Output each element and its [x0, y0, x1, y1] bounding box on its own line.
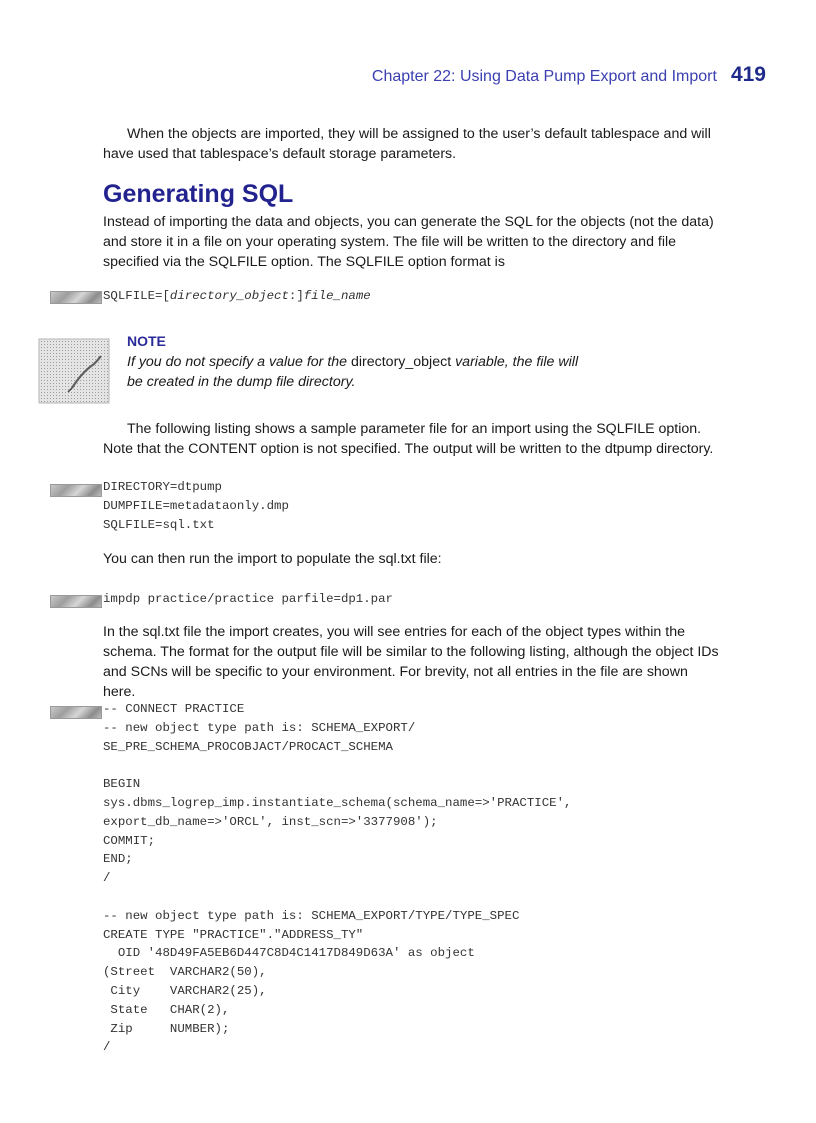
- code-line: [103, 888, 571, 907]
- code-marker-icon: [50, 291, 102, 304]
- code-sqlfile-format: SQLFILE=[directory_object:]file_name: [103, 289, 371, 303]
- code-line: OID '48D49FA5EB6D447C8D4C1417D849D63A' as object: [103, 946, 475, 961]
- code-line: END;: [103, 852, 133, 867]
- code-line: State CHAR(2),: [103, 1002, 230, 1017]
- code-line: COMMIT;: [103, 833, 156, 848]
- code-line: -- new object type path is: SCHEMA_EXPORT/TYPE/TYPE_SPEC: [103, 908, 520, 923]
- code-sql-listing: [103, 700, 571, 1057]
- paragraph-sample-listing: The following listing shows a sample parameter file for an import using the SQLFILE option. Note that the CONTENT option is not specified. The output will be written to the dtpump directory.: [103, 421, 714, 457]
- note-text: If you do not specify a value for the directory_object variable, the file will be created in the dump file directory.: [127, 354, 579, 390]
- code-line: [103, 756, 571, 775]
- code-line: SE_PRE_SCHEMA_PROCOBJACT/PROCACT_SCHEMA: [103, 739, 393, 754]
- note-icon: [38, 338, 110, 404]
- code-line: -- CONNECT PRACTICE: [103, 702, 245, 716]
- code-line: City VARCHAR2(25),: [103, 983, 267, 998]
- paragraph-generating-sql: Instead of importing the data and objects, you can generate the SQL for the objects (not the data) and store it in a file on your operating system. The file will be written to the directory and file specified via the SQLFILE option. The SQLFILE option format is: [103, 214, 714, 270]
- code-line: (Street VARCHAR2(50),: [103, 965, 267, 980]
- code-line: impdp practice/practice parfile=dp1.par: [103, 592, 393, 606]
- code-line: CREATE TYPE "PRACTICE"."ADDRESS_TY": [103, 927, 364, 942]
- code-marker-icon: [50, 484, 102, 497]
- code-line: -- new object type path is: SCHEMA_EXPORT/: [103, 720, 416, 735]
- running-header: [372, 63, 766, 87]
- code-line: /: [103, 871, 111, 886]
- paragraph-sqltxt-output: In the sql.txt file the import creates, you will see entries for each of the object types within the schema. The format for the output file will be similar to the following listing, although the object IDs and SCNs will be specific to your environment. For brevity, not all entries in the file are shown here.: [103, 624, 719, 700]
- code-line: SQLFILE=sql.txt: [103, 517, 215, 532]
- code-marker-icon: [50, 595, 102, 608]
- page-number: 419: [730, 63, 766, 86]
- code-line: Zip NUMBER);: [103, 1021, 230, 1036]
- section-heading: Generating SQL: [103, 180, 294, 208]
- code-line: DUMPFILE=metadataonly.dmp: [103, 498, 289, 513]
- paragraph-intro: When the objects are imported, they will be assigned to the user’s default tablespace and will have used that tablespace’s default storage parameters.: [103, 126, 711, 162]
- code-line: sys.dbms_logrep_imp.instantiate_schema(schema_name=>'PRACTICE',: [103, 795, 572, 810]
- code-marker-icon: [50, 706, 102, 719]
- chapter-title: Chapter 22: Using Data Pump Export and Import: [371, 68, 717, 85]
- code-line: DIRECTORY=dtpump: [103, 480, 222, 494]
- code-line: export_db_name=>'ORCL', inst_scn=>'3377908');: [103, 814, 438, 829]
- code-impdp-command: [103, 590, 393, 609]
- paragraph-run-import: You can then run the import to populate the sql.txt file:: [103, 551, 442, 567]
- code-parameter-file: [103, 478, 289, 534]
- code-line: /: [103, 1040, 111, 1055]
- note-label: NOTE: [127, 333, 166, 349]
- code-line: BEGIN: [103, 777, 141, 792]
